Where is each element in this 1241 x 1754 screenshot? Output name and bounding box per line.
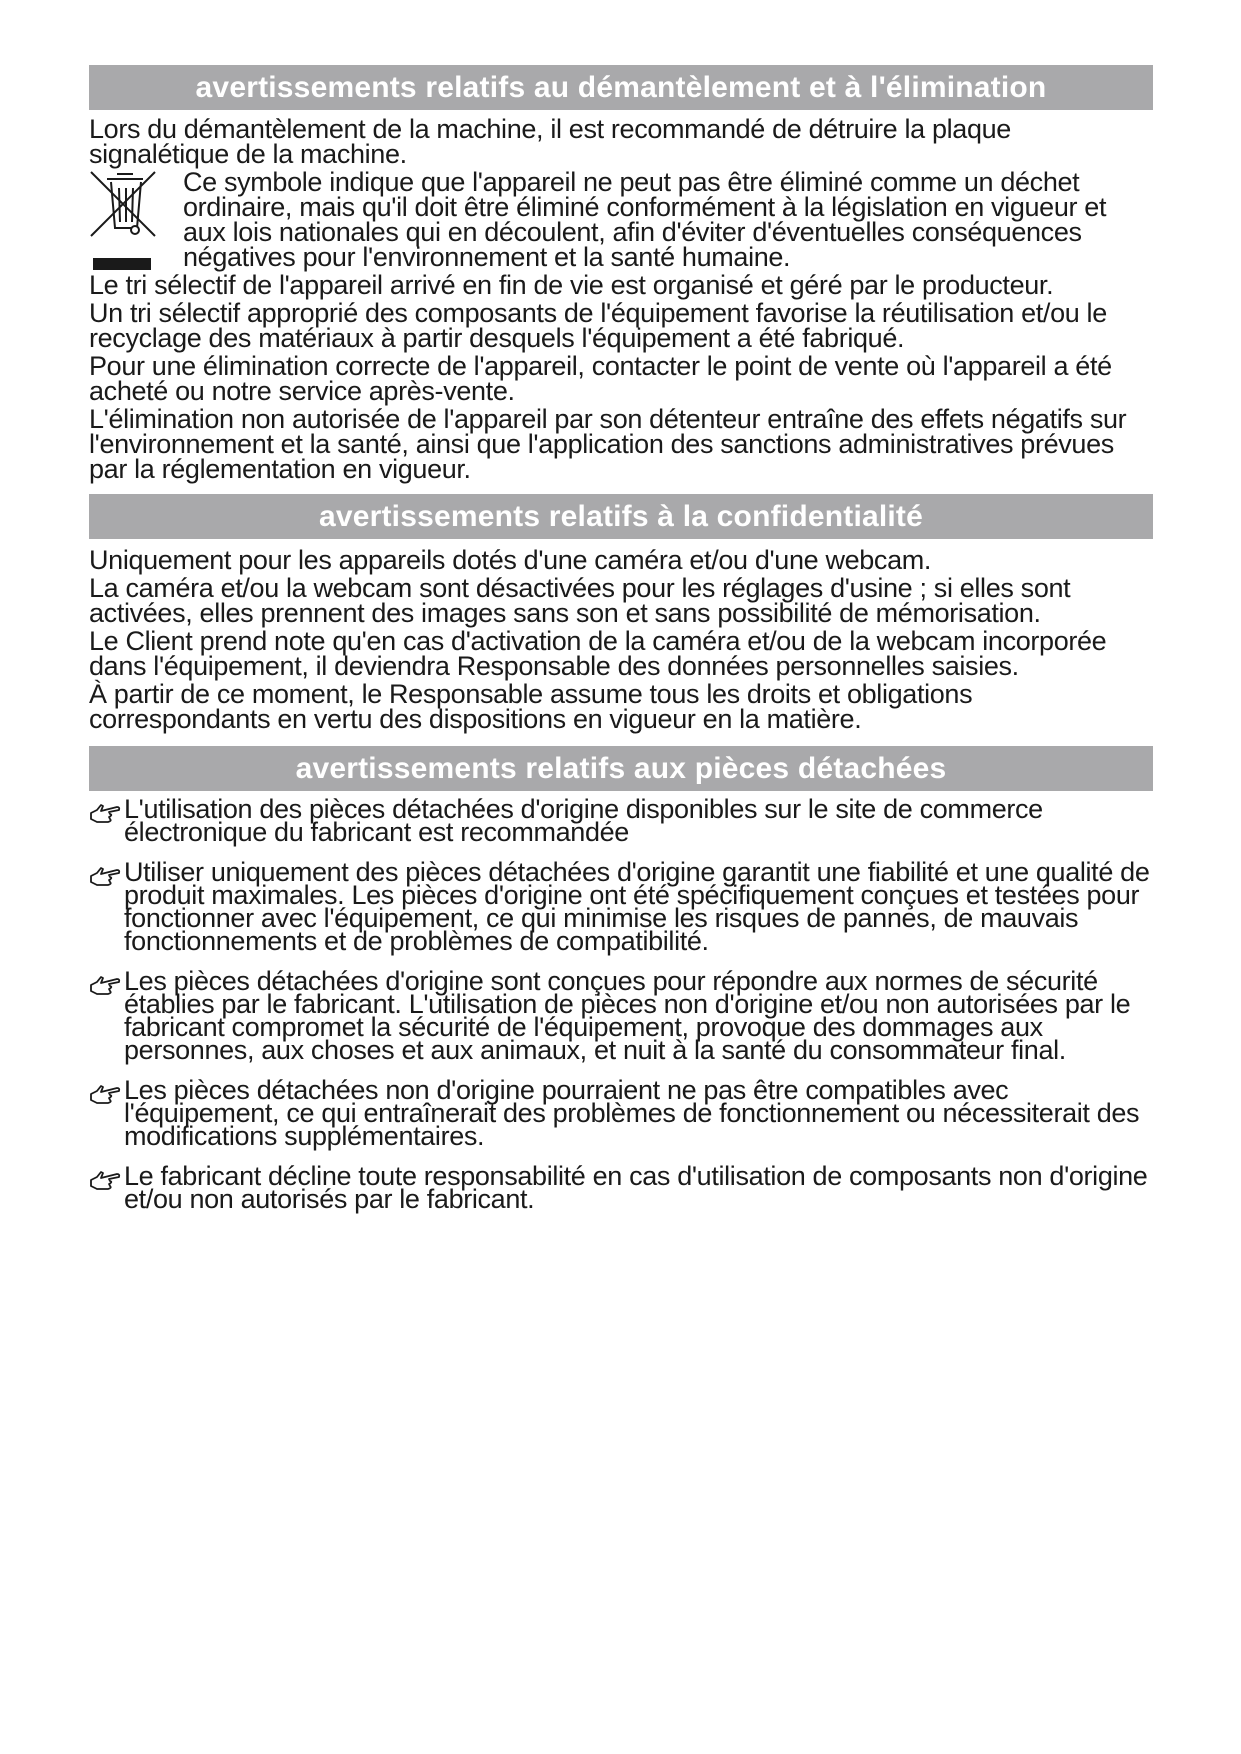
weee-notice-text: Ce symbole indique que l'appareil ne peut pas être éliminé comme un déchet ordinaire, mais qu'il doit être éliminé conformément à la législation en vigueur et aux lois nationales qui en découlent, afin d'éviter d'éventuelles conséquences négatives pour l'environnement et la santé humaine. (183, 167, 1107, 272)
list-item (89, 966, 1153, 1065)
dismantling-paragraph: Le tri sélectif de l'appareil arrivé en fin de vie est organisé et géré par le producteur. (89, 270, 1054, 300)
dismantling-paragraph: Pour une élimination correcte de l'appareil, contacter le point de vente où l'appareil a été acheté ou notre service après-vente. (89, 351, 1112, 406)
list-item (89, 1161, 1153, 1214)
list-item (89, 1075, 1153, 1151)
list-item (89, 794, 1153, 847)
pointing-hand-icon (89, 1080, 121, 1106)
list-item-text: L'utilisation des pièces détachées d'origine disponibles sur le site de commerce électronique du fabricant est recommandée (124, 794, 1043, 847)
document-page (89, 65, 1153, 1228)
dismantling-section (89, 65, 1153, 482)
privacy-paragraph: La caméra et/ou la webcam sont désactivées pour les réglages d'usine ; si elles sont activées, elles prennent des images sans son et sans possibilité de mémorisation. (89, 573, 1071, 628)
privacy-paragraph: Uniquement pour les appareils dotés d'une caméra et/ou d'une webcam. (89, 545, 932, 575)
weee-notice (89, 167, 1153, 272)
pointing-hand-icon (89, 799, 121, 825)
dismantling-paragraph: Lors du démantèlement de la machine, il est recommandé de détruire la plaque signalétique de la machine. (89, 114, 1011, 169)
pointing-hand-icon (89, 971, 121, 997)
list-item-text: Le fabricant décline toute responsabilité en cas d'utilisation de composants non d'origine et/ou non autorisés par le fabricant. (124, 1161, 1148, 1214)
spare-parts-section-title: avertissements relatifs aux pièces détachées (89, 746, 1153, 791)
spare-parts-list (89, 794, 1153, 1214)
list-item-text: Les pièces détachées d'origine sont conçues pour répondre aux normes de sécurité établies par le fabricant. L'utilisation de pièces non d'origine et/ou non autorisées par le fabricant compromet la sécurité de l'équipement, provoque des dommages aux personnes, aux choses et aux animaux, et nuit à la santé du consommateur final. (124, 966, 1131, 1065)
privacy-section-title: avertissements relatifs à la confidentialité (89, 494, 1153, 539)
list-item-text: Utiliser uniquement des pièces détachées d'origine garantit une fiabilité et une qualité de produit maximales. Les pièces d'origine ont été spécifiquement conçues et testées pour fonctionner avec l'équipement, ce qui minimise les risques de pannes, de mauvais fonctionnements et de problèmes de compatibilité. (124, 857, 1150, 956)
spare-parts-section (89, 746, 1153, 1214)
crossed-out-wheelie-bin-icon (89, 170, 161, 272)
dismantling-section-title: avertissements relatifs au démantèlement et à l'élimination (89, 65, 1153, 110)
pointing-hand-icon (89, 1166, 121, 1192)
privacy-section (89, 494, 1153, 732)
dismantling-paragraph: L'élimination non autorisée de l'appareil par son détenteur entraîne des effets négatifs sur l'environnement et la santé, ainsi que l'application des sanctions administratives prévues par la réglementation en vigueur. (89, 404, 1127, 484)
privacy-paragraph: À partir de ce moment, le Responsable assume tous les droits et obligations correspondants en vertu des dispositions en vigueur en la matière. (89, 679, 973, 734)
list-item-text: Les pièces détachées non d'origine pourraient ne pas être compatibles avec l'équipement, ce qui entraînerait des problèmes de fonctionnement ou nécessiterait des modifications supplémentaires. (124, 1075, 1140, 1151)
list-item (89, 857, 1153, 956)
privacy-paragraph: Le Client prend note qu'en cas d'activation de la caméra et/ou de la webcam incorporée dans l'équipement, il deviendra Responsable des données personnelles saisies. (89, 626, 1107, 681)
dismantling-paragraph: Un tri sélectif approprié des composants de l'équipement favorise la réutilisation et/ou le recyclage des matériaux à partir desquels l'équipement a été fabriqué. (89, 298, 1107, 353)
pointing-hand-icon (89, 862, 121, 888)
